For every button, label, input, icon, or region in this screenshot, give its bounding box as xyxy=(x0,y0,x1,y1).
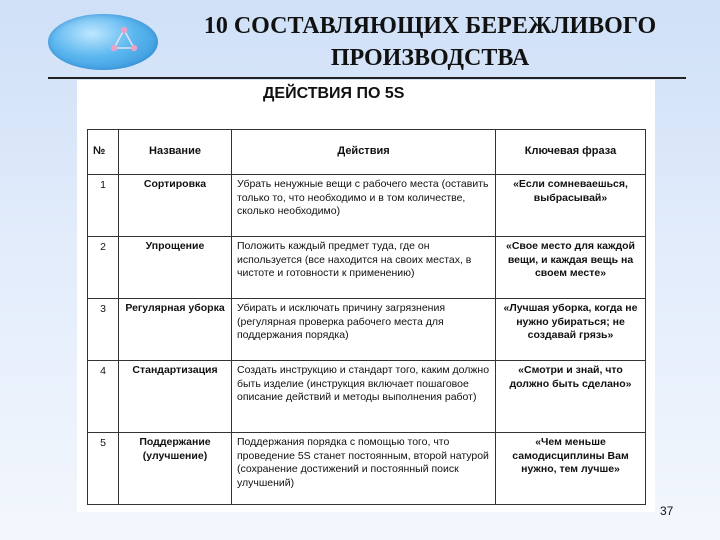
row-phrase: «Если сомневаешься, выбрасывай» xyxy=(496,175,646,237)
column-header-actions: Действия xyxy=(232,130,496,175)
page-number: 37 xyxy=(660,504,674,518)
row-action: Создать инструкцию и стандарт того, каким должно быть изделие (инструкция включает пошаговое описание действий и методы выполнения работ) xyxy=(232,361,496,433)
five-s-table xyxy=(87,129,646,505)
row-name: Упрощение xyxy=(119,237,232,299)
column-header-number: № xyxy=(88,130,119,175)
row-action: Поддержания порядка с помощью того, что проведение 5S станет постоянным, второй натурой (сохранение достижений и постоянный поиск улучшений) xyxy=(232,433,496,505)
row-number: 2 xyxy=(88,237,119,299)
row-number: 5 xyxy=(88,433,119,505)
row-phrase: «Свое место для каждой вещи, и каждая вещь на своем месте» xyxy=(496,237,646,299)
row-phrase: «Чем меньше самодисциплины Вам нужно, тем лучше» xyxy=(496,433,646,505)
slide-title xyxy=(160,10,700,74)
table-row xyxy=(88,433,646,505)
table-row xyxy=(88,299,646,361)
row-number: 3 xyxy=(88,299,119,361)
table-row xyxy=(88,175,646,237)
row-action: Убрать ненужные вещи с рабочего места (оставить только то, что необходимо и в том количестве, сколько необходимо) xyxy=(232,175,496,237)
scanned-document xyxy=(77,80,655,512)
row-action: Положить каждый предмет туда, где он используется (все находится на своих местах, в чистоте и готовности к применению) xyxy=(232,237,496,299)
table-row xyxy=(88,361,646,433)
table-row xyxy=(88,237,646,299)
column-header-name: Название xyxy=(119,130,232,175)
logo xyxy=(48,14,158,70)
column-header-phrase: Ключевая фраза xyxy=(496,130,646,175)
row-phrase: «Лучшая уборка, когда не нужно убираться; не создавай грязь» xyxy=(496,299,646,361)
row-name: Регулярная уборка xyxy=(119,299,232,361)
row-name: Стандартизация xyxy=(119,361,232,433)
table-header-row xyxy=(88,130,646,175)
row-phrase: «Смотри и знай, что должно быть сделано» xyxy=(496,361,646,433)
title-line-2: ПРОИЗВОДСТВА xyxy=(330,45,530,71)
row-number: 1 xyxy=(88,175,119,237)
document-heading: ДЕЙСТВИЯ ПО 5S xyxy=(263,85,405,102)
row-name: Поддержание (улучшение) xyxy=(119,433,232,505)
row-number: 4 xyxy=(88,361,119,433)
title-line-1: 10 СОСТАВЛЯЮЩИХ БЕРЕЖЛИВОГО xyxy=(203,13,657,39)
row-name: Сортировка xyxy=(119,175,232,237)
title-divider xyxy=(48,77,686,79)
triangle-network-icon xyxy=(110,26,138,54)
row-action: Убирать и исключать причину загрязнения (регулярная проверка рабочего места для поддержания порядка) xyxy=(232,299,496,361)
